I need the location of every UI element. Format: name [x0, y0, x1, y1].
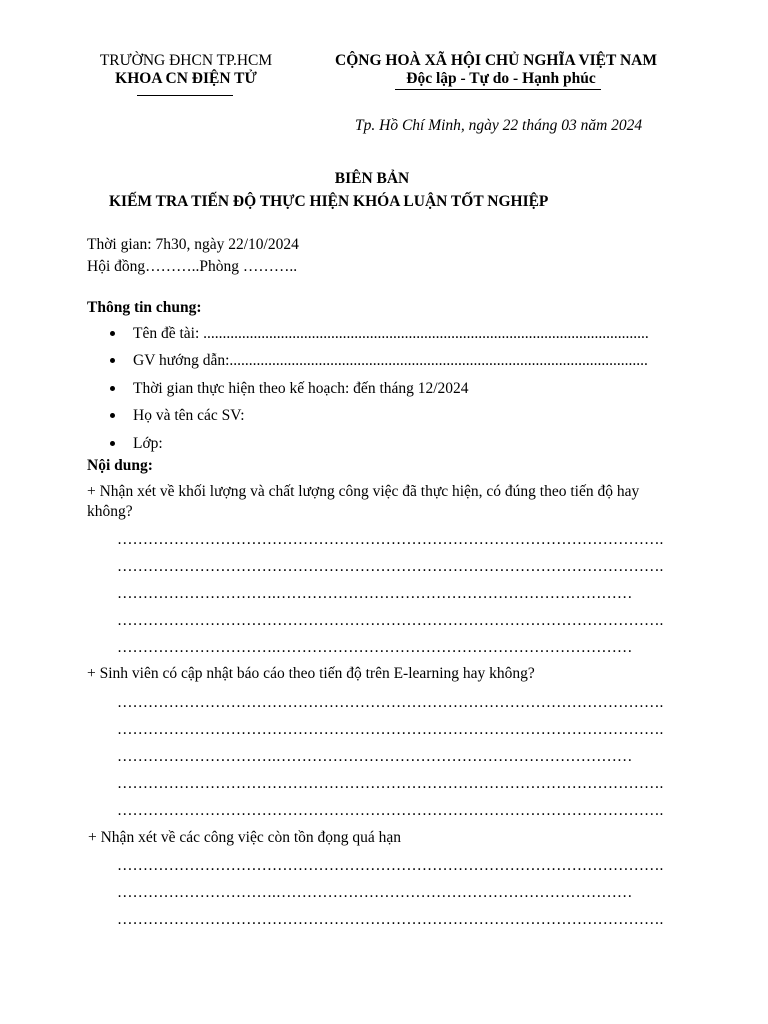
bullet-icon	[110, 413, 115, 418]
question-1: + Nhận xét về khối lượng và chất lượng công việc đã thực hiện, có đúng theo tiến độ hay	[87, 483, 640, 500]
answer-line: …………………………………………………………………………………………….	[117, 694, 664, 711]
faculty-underline	[137, 95, 233, 96]
answer-line: ………………………….……………………………………………………………	[117, 748, 633, 765]
answer-line: …………………………………………………………………………………………….	[117, 721, 664, 738]
students-field: Họ và tên các SV:	[133, 407, 245, 424]
content-heading: Nội dung:	[87, 457, 153, 474]
question-3: + Nhận xét về các công việc còn tồn đọng quá hạn	[88, 829, 402, 846]
class-field: Lớp:	[133, 435, 163, 452]
bullet-icon	[110, 386, 115, 391]
general-info-heading: Thông tin chung:	[87, 299, 202, 316]
document-title: BIÊN BẢN	[334, 170, 410, 187]
answer-line: …………………………………………………………………………………………….	[117, 775, 664, 792]
motto-underline	[395, 89, 601, 90]
planned-time-field: Thời gian thực hiện theo kế hoạch: đến tháng 12/2024	[133, 380, 469, 397]
answer-line: ………………………….……………………………………………………………	[117, 884, 633, 901]
supervisor-field: GV hướng dẫn:............................................................................................................	[133, 352, 648, 369]
question-1-cont: không?	[87, 503, 133, 520]
school-name: TRƯỜNG ĐHCN TP.HCM	[99, 52, 273, 69]
bullet-icon	[110, 358, 115, 363]
answer-line: ………………………….……………………………………………………………	[117, 585, 633, 602]
council-room: Hội đồng………..Phòng ………..	[87, 258, 298, 275]
answer-line: …………………………………………………………………………………………….	[117, 531, 664, 548]
bullet-icon	[110, 441, 115, 446]
answer-line: …………………………………………………………………………………………….	[117, 802, 664, 819]
place-date: Tp. Hồ Chí Minh, ngày 22 tháng 03 năm 2024	[355, 117, 643, 134]
meeting-time: Thời gian: 7h30, ngày 22/10/2024	[87, 236, 299, 253]
answer-line: …………………………………………………………………………………………….	[117, 857, 664, 874]
faculty-name: KHOA CN ĐIỆN TỬ	[115, 70, 257, 87]
question-2: + Sinh viên có cập nhật báo cáo theo tiến độ trên E-learning hay không?	[87, 665, 535, 682]
answer-line: …………………………………………………………………………………………….	[117, 558, 664, 575]
answer-line: …………………………………………………………………………………………….	[117, 612, 664, 629]
bullet-icon	[110, 331, 115, 336]
thesis-title-field: Tên đề tài: ...................................................................................................................	[133, 325, 649, 342]
answer-line: ………………………….……………………………………………………………	[117, 639, 633, 656]
motto: Độc lập - Tự do - Hạnh phúc	[406, 70, 596, 87]
nation-title: CỘNG HOÀ XÃ HỘI CHỦ NGHĨA VIỆT NAM	[335, 52, 657, 69]
document-subtitle: KIẾM TRA TIẾN ĐỘ THỰC HIỆN KHÓA LUẬN TỐT NGHIỆP	[109, 193, 549, 210]
answer-line: …………………………………………………………………………………………….	[117, 911, 664, 928]
